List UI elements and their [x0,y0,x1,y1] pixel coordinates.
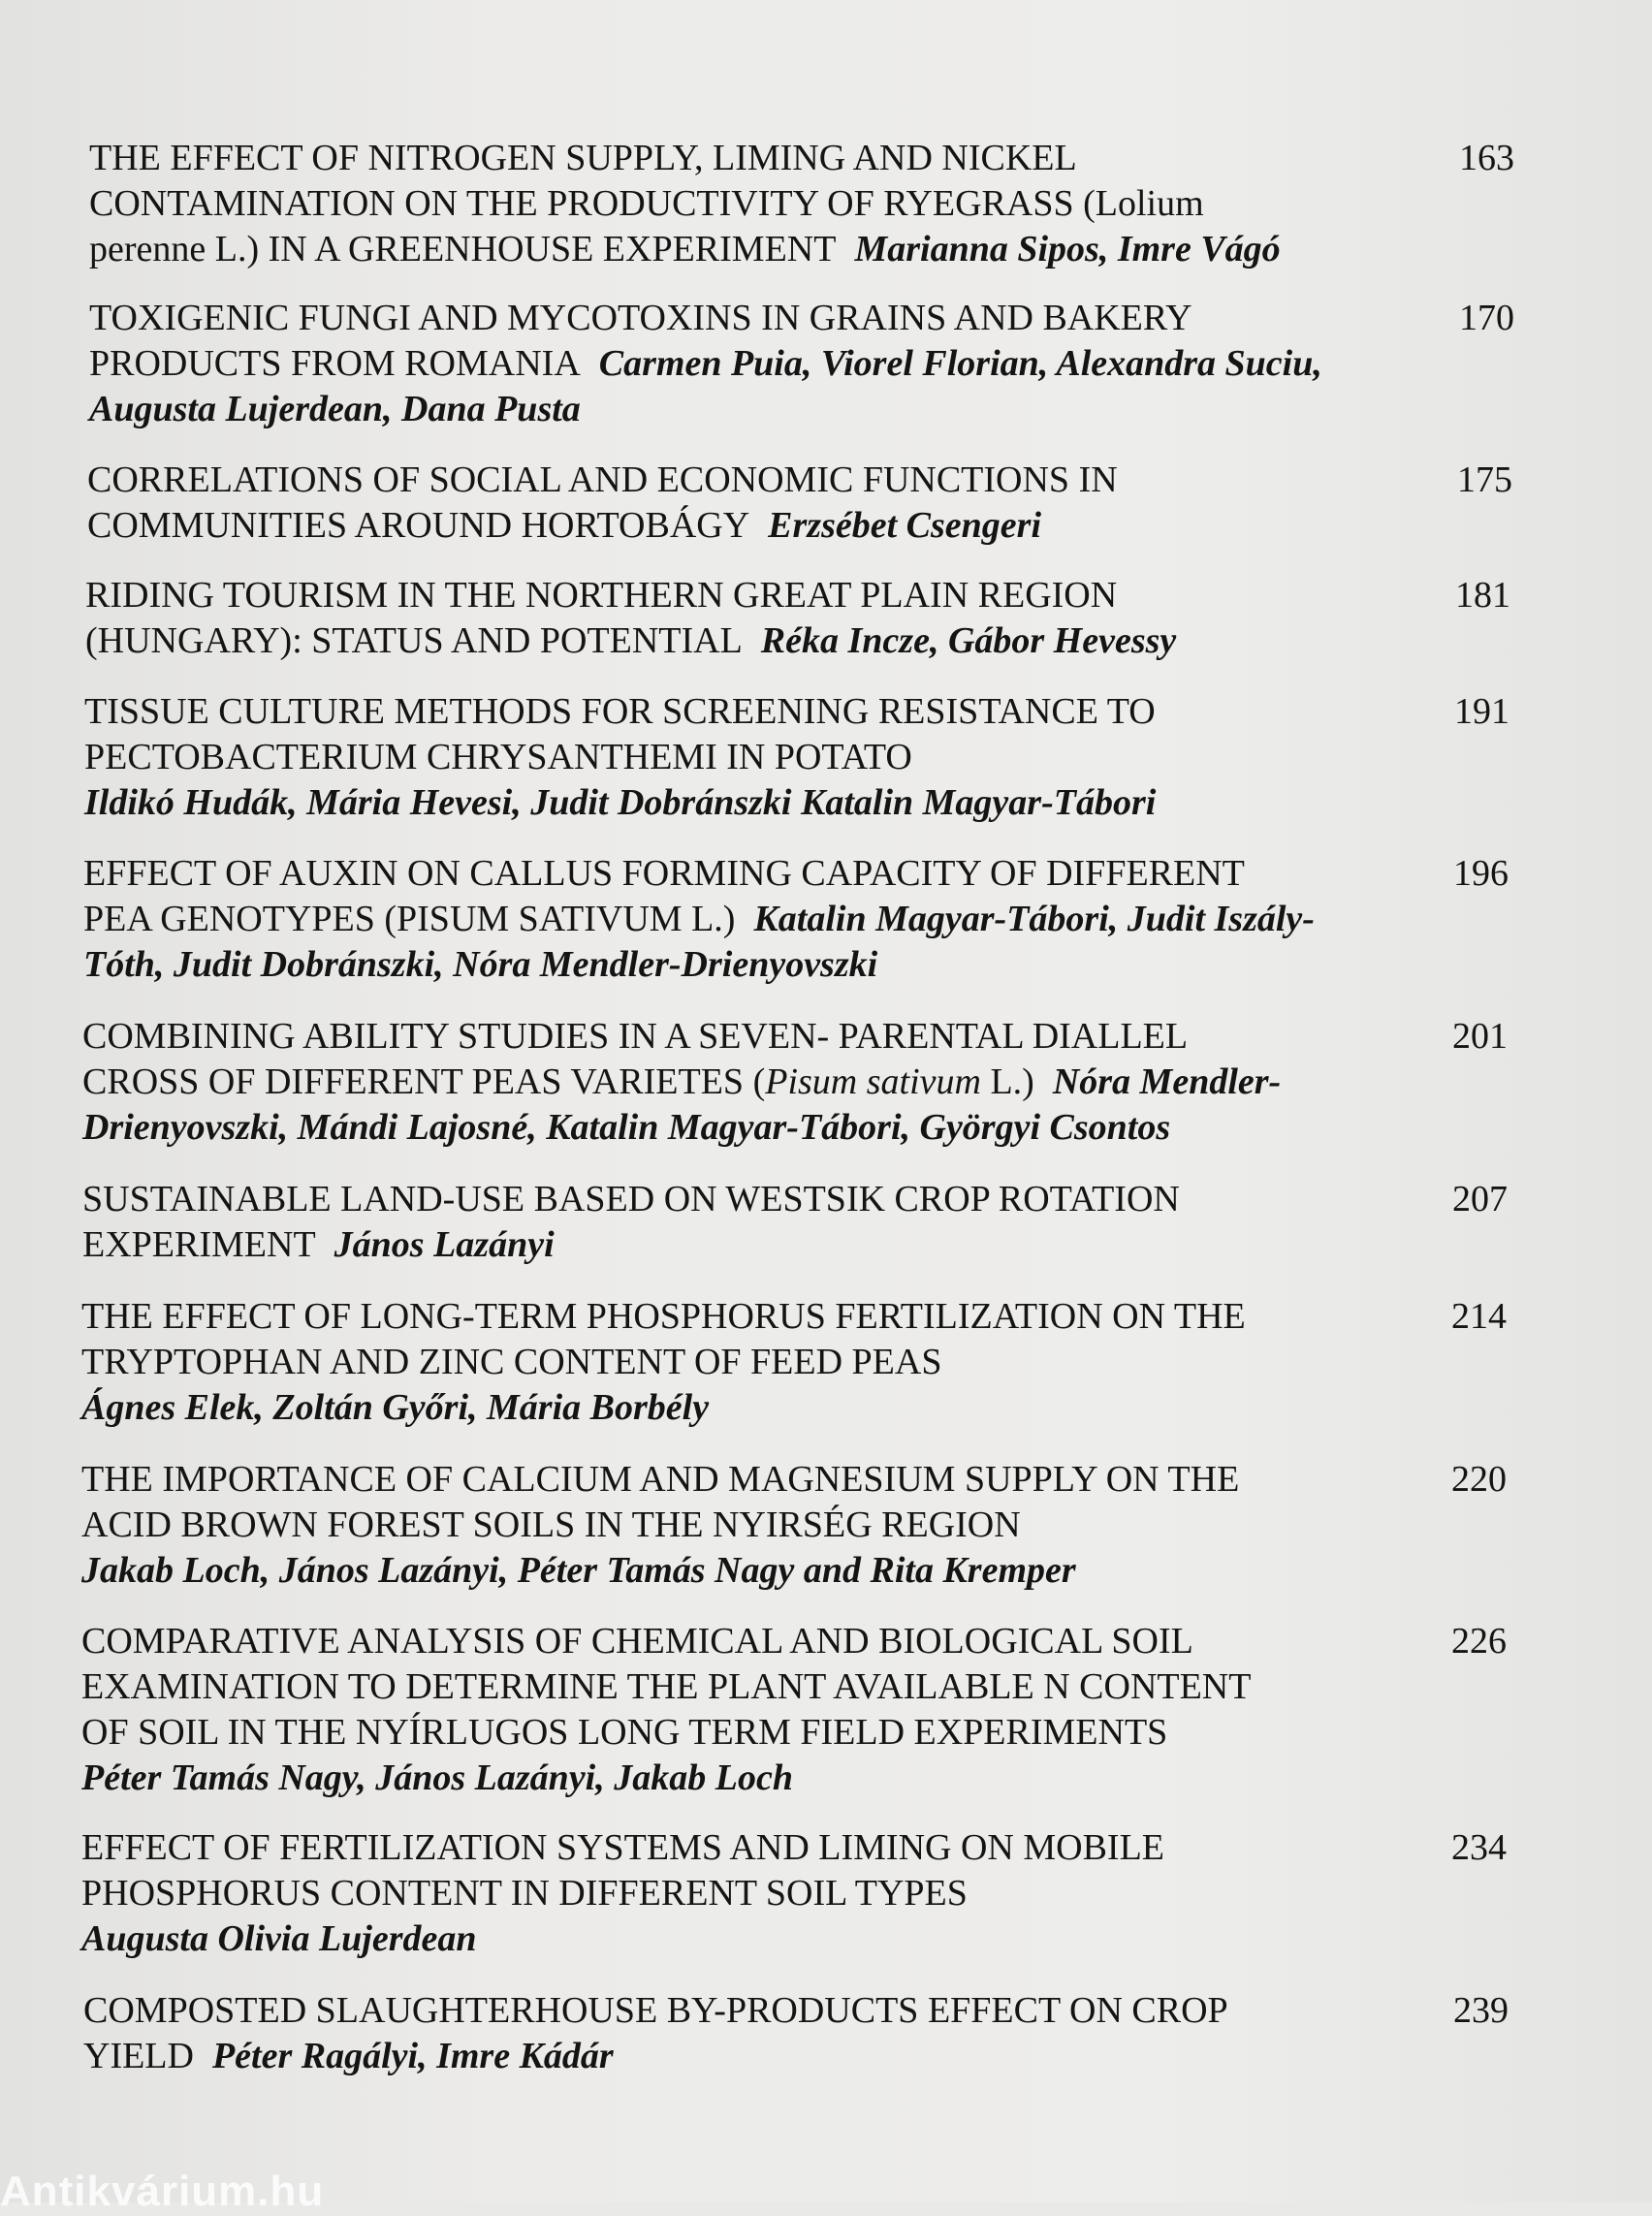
toc-entry [81,1294,1507,1431]
entry-title: COMPOSTED SLAUGHTERHOUSE BY-PRODUCTS EFFECT ON CROP YIELD [83,1990,1228,2076]
toc-entry [83,1988,1509,2079]
toc-entry [89,296,1514,432]
toc-entry [87,458,1512,549]
toc-entry [81,1825,1507,1962]
entry-authors: Marianna Sipos, Imre Vágó [854,229,1281,269]
entry-page-number: 196 [1453,853,1509,894]
entry-title: COMBINING ABILITY STUDIES IN A SEVEN- PARENTAL DIALLEL CROSS OF DIFFERENT PEAS VARIETES (Pisum sativum L.) [82,1016,1189,1102]
entry-title: TISSUE CULTURE METHODS FOR SCREENING RESISTANCE TO PECTOBACTERIUM CHRYSANTHEMI IN POTATO [84,691,1156,777]
entry-title: RIDING TOURISM IN THE NORTHERN GREAT PLAIN REGION (HUNGARY): STATUS AND POTENTIAL [85,575,1118,661]
entry-page-number: 175 [1457,459,1512,500]
entry-page-number: 201 [1452,1016,1508,1057]
entry-page-number: 214 [1451,1296,1507,1337]
entry-page-number: 170 [1459,298,1514,338]
entry-authors: Augusta Olivia Lujerdean [81,1918,477,1959]
entry-page-number: 181 [1455,575,1510,616]
toc-entry [82,1014,1508,1151]
entry-title: CORRELATIONS OF SOCIAL AND ECONOMIC FUNCTIONS IN COMMUNITIES AROUND HORTOBÁGY [87,459,1118,546]
toc-entry [82,1177,1508,1268]
entry-title: COMPARATIVE ANALYSIS OF CHEMICAL AND BIOLOGICAL SOIL EXAMINATION TO DETERMINE THE PLANT AVAILABLE N CONTENT OF SOIL IN THE NYÍRLUGOS LONG TERM FIELD EXPERIMENTS [81,1621,1252,1753]
toc-entry [85,573,1510,664]
entry-title: EFFECT OF FERTILIZATION SYSTEMS AND LIMING ON MOBILE PHOSPHORUS CONTENT IN DIFFERENT SOIL TYPES [81,1827,1164,1914]
watermark: Antikvárium.hu [0,2168,325,2215]
toc-entry [89,136,1514,272]
entry-title: THE IMPORTANCE OF CALCIUM AND MAGNESIUM SUPPLY ON THE ACID BROWN FOREST SOILS IN THE NYIRSÉG REGION [81,1459,1240,1545]
entry-authors: Ildikó Hudák, Mária Hevesi, Judit Dobránszki Katalin Magyar-Tábori [84,782,1157,823]
toc-entry [81,1457,1507,1594]
entry-page-number: 234 [1451,1827,1507,1868]
entry-authors: Réka Incze, Gábor Hevessy [760,620,1177,661]
entry-authors: Nóra Mendler-Drienyovszki, Mándi Lajosné, Katalin Magyar-Tábori, Györgyi Csontos [82,1061,1282,1148]
entry-authors: Katalin Magyar-Tábori, Judit Iszály-Tóth, Judit Dobránszki, Nóra Mendler-Drienyovszki [83,899,1315,985]
entry-authors: Jakab Loch, János Lazányi, Péter Tamás Nagy and Rita Kremper [81,1550,1076,1591]
entry-title: THE EFFECT OF NITROGEN SUPPLY, LIMING AND NICKEL CONTAMINATION ON THE PRODUCTIVITY OF RYEGRASS (Lolium perenne L.) IN A GREENHOUSE EXPERIMENT [89,138,1204,269]
entry-authors: Ágnes Elek, Zoltán Győri, Mária Borbély [81,1387,710,1428]
entry-authors: Carmen Puia, Viorel Florian, Alexandra Suciu, Augusta Lujerdean, Dana Pusta [89,343,1322,429]
toc-entry [84,689,1509,826]
entry-authors: Péter Tamás Nagy, János Lazányi, Jakab Loch [81,1757,793,1798]
entry-title: SUSTAINABLE LAND-USE BASED ON WESTSIK CROP ROTATION EXPERIMENT [82,1179,1180,1265]
entry-title: EFFECT OF AUXIN ON CALLUS FORMING CAPACITY OF DIFFERENT PEA GENOTYPES (PISUM SATIVUM L.) [83,853,1245,939]
entry-authors: János Lazányi [334,1224,555,1265]
toc-entry [81,1619,1507,1801]
entry-page-number: 226 [1451,1621,1507,1662]
entry-title: TOXIGENIC FUNGI AND MYCOTOXINS IN GRAINS AND BAKERY PRODUCTS FROM ROMANIA [89,298,1192,384]
entry-authors: Erzsébet Csengeri [768,505,1042,546]
entry-page-number: 220 [1451,1459,1507,1500]
entry-authors: Péter Ragályi, Imre Kádár [211,2036,614,2076]
entry-page-number: 163 [1459,138,1514,178]
entry-title: THE EFFECT OF LONG-TERM PHOSPHORUS FERTILIZATION ON THE TRYPTOPHAN AND ZINC CONTENT OF FEED PEAS [81,1296,1246,1382]
toc-entry [83,851,1509,988]
entry-page-number: 207 [1452,1179,1508,1219]
entry-page-number: 191 [1454,691,1509,732]
entry-page-number: 239 [1453,1990,1509,2031]
